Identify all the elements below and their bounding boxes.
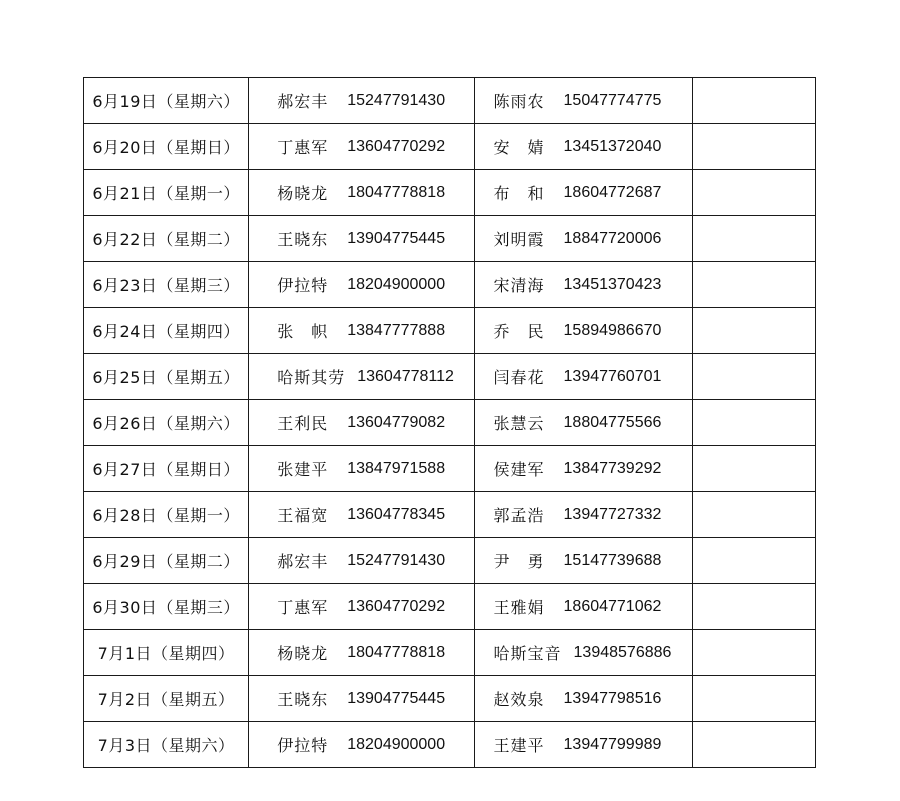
secondary-staff-phone: 13947727332 xyxy=(563,505,662,523)
secondary-staff-name: 王建平 xyxy=(493,736,545,755)
secondary-staff-name: 乔 民 xyxy=(493,322,545,341)
note-cell xyxy=(692,492,815,538)
table-row xyxy=(84,262,816,308)
primary-staff-cell xyxy=(249,400,474,446)
note-cell xyxy=(692,630,815,676)
secondary-staff-phone: 15047774775 xyxy=(563,91,662,109)
secondary-staff-phone: 13947798516 xyxy=(563,689,662,707)
date-text: 6月28日（星期一） xyxy=(92,506,240,525)
date-text: 6月27日（星期日） xyxy=(92,460,240,479)
secondary-staff-name: 布 和 xyxy=(493,184,545,203)
primary-staff-cell xyxy=(249,538,474,584)
secondary-staff-phone: 13948576886 xyxy=(573,643,672,661)
primary-staff-name: 张 帜 xyxy=(277,322,329,341)
table-row xyxy=(84,446,816,492)
secondary-staff-name: 哈斯宝音 xyxy=(493,644,562,663)
date-cell xyxy=(84,308,249,354)
date-cell xyxy=(84,354,249,400)
secondary-staff-info xyxy=(475,538,692,583)
primary-staff-info xyxy=(249,170,473,215)
note-cell xyxy=(692,538,815,584)
primary-staff-phone: 13847971588 xyxy=(347,459,446,477)
secondary-staff-phone: 15147739688 xyxy=(563,551,662,569)
primary-staff-name: 杨晓龙 xyxy=(277,184,329,203)
secondary-staff-name: 陈雨农 xyxy=(493,92,545,111)
secondary-staff-info xyxy=(475,354,692,399)
primary-staff-info xyxy=(249,630,473,675)
primary-staff-cell xyxy=(249,78,474,124)
primary-staff-phone: 18204900000 xyxy=(347,275,446,293)
secondary-staff-phone: 18604771062 xyxy=(563,597,662,615)
secondary-staff-name: 侯建军 xyxy=(493,460,545,479)
secondary-staff-cell xyxy=(474,216,692,262)
primary-staff-name: 郝宏丰 xyxy=(277,92,329,111)
primary-staff-cell xyxy=(249,676,474,722)
table-row xyxy=(84,78,816,124)
primary-staff-cell xyxy=(249,584,474,630)
secondary-staff-name: 王雅娟 xyxy=(493,598,545,617)
table-row xyxy=(84,676,816,722)
primary-staff-info xyxy=(249,722,473,767)
secondary-staff-phone: 18604772687 xyxy=(563,183,662,201)
secondary-staff-name: 刘明霞 xyxy=(493,230,545,249)
secondary-staff-phone: 13947799989 xyxy=(563,735,662,753)
primary-staff-name: 王福宽 xyxy=(277,506,329,525)
primary-staff-phone: 13604770292 xyxy=(347,597,446,615)
primary-staff-phone: 13604778345 xyxy=(347,505,446,523)
primary-staff-name: 杨晓龙 xyxy=(277,644,329,663)
secondary-staff-name: 郭孟浩 xyxy=(493,506,545,525)
date-text: 6月23日（星期三） xyxy=(92,276,240,295)
primary-staff-info xyxy=(249,400,473,445)
secondary-staff-cell xyxy=(474,446,692,492)
table-row xyxy=(84,538,816,584)
secondary-staff-cell xyxy=(474,630,692,676)
note-cell xyxy=(692,584,815,630)
primary-staff-info xyxy=(249,584,473,629)
primary-staff-name: 丁惠军 xyxy=(277,598,329,617)
primary-staff-cell xyxy=(249,722,474,768)
primary-staff-cell xyxy=(249,492,474,538)
secondary-staff-name: 闫春花 xyxy=(493,368,545,387)
secondary-staff-cell xyxy=(474,584,692,630)
primary-staff-name: 王晓东 xyxy=(277,690,329,709)
secondary-staff-phone: 13947760701 xyxy=(563,367,662,385)
primary-staff-name: 哈斯其劳 xyxy=(277,368,346,387)
secondary-staff-phone: 13847739292 xyxy=(563,459,662,477)
primary-staff-info xyxy=(249,124,473,169)
date-text: 7月2日（星期五） xyxy=(97,690,235,709)
date-text: 6月21日（星期一） xyxy=(92,184,240,203)
table-row xyxy=(84,400,816,446)
primary-staff-phone: 13847777888 xyxy=(347,321,446,339)
note-cell xyxy=(692,216,815,262)
date-text: 7月1日（星期四） xyxy=(97,644,235,663)
date-text: 6月30日（星期三） xyxy=(92,598,240,617)
primary-staff-phone: 13904775445 xyxy=(347,689,446,707)
primary-staff-cell xyxy=(249,124,474,170)
note-cell xyxy=(692,78,815,124)
date-cell xyxy=(84,722,249,768)
secondary-staff-info xyxy=(475,170,692,215)
primary-staff-info xyxy=(249,78,473,123)
table-row xyxy=(84,584,816,630)
date-text: 7月3日（星期六） xyxy=(97,736,235,755)
primary-staff-phone: 18204900000 xyxy=(347,735,446,753)
schedule-body xyxy=(84,78,816,768)
primary-staff-phone: 13604778112 xyxy=(357,367,454,385)
note-cell xyxy=(692,308,815,354)
table-row xyxy=(84,492,816,538)
secondary-staff-info xyxy=(475,124,692,169)
primary-staff-phone: 18047778818 xyxy=(347,643,446,661)
primary-staff-cell xyxy=(249,262,474,308)
date-cell xyxy=(84,676,249,722)
secondary-staff-info xyxy=(475,308,692,353)
secondary-staff-cell xyxy=(474,492,692,538)
secondary-staff-phone: 15894986670 xyxy=(563,321,662,339)
secondary-staff-cell xyxy=(474,722,692,768)
date-cell xyxy=(84,538,249,584)
date-cell xyxy=(84,78,249,124)
note-cell xyxy=(692,446,815,492)
date-cell xyxy=(84,400,249,446)
date-text: 6月20日（星期日） xyxy=(92,138,240,157)
table-row xyxy=(84,722,816,768)
primary-staff-phone: 13604779082 xyxy=(347,413,446,431)
date-cell xyxy=(84,216,249,262)
primary-staff-name: 伊拉特 xyxy=(277,736,329,755)
secondary-staff-name: 尹 勇 xyxy=(493,552,545,571)
secondary-staff-name: 赵效泉 xyxy=(493,690,545,709)
date-text: 6月26日（星期六） xyxy=(92,414,240,433)
primary-staff-name: 王利民 xyxy=(277,414,329,433)
primary-staff-info xyxy=(249,446,473,491)
secondary-staff-cell xyxy=(474,308,692,354)
date-text: 6月29日（星期二） xyxy=(92,552,240,571)
note-cell xyxy=(692,354,815,400)
table-row xyxy=(84,354,816,400)
date-text: 6月22日（星期二） xyxy=(92,230,240,249)
secondary-staff-cell xyxy=(474,170,692,216)
primary-staff-cell xyxy=(249,170,474,216)
secondary-staff-name: 张慧云 xyxy=(493,414,545,433)
primary-staff-info xyxy=(249,492,473,537)
primary-staff-info xyxy=(249,538,473,583)
table-row xyxy=(84,216,816,262)
secondary-staff-info xyxy=(475,630,692,675)
secondary-staff-cell xyxy=(474,262,692,308)
secondary-staff-info xyxy=(475,492,692,537)
secondary-staff-name: 安 婧 xyxy=(493,138,545,157)
primary-staff-cell xyxy=(249,354,474,400)
duty-schedule-table xyxy=(83,77,816,768)
primary-staff-phone: 13604770292 xyxy=(347,137,446,155)
secondary-staff-phone: 13451370423 xyxy=(563,275,662,293)
primary-staff-info xyxy=(249,676,473,721)
date-cell xyxy=(84,446,249,492)
secondary-staff-cell xyxy=(474,354,692,400)
primary-staff-info xyxy=(249,216,473,261)
secondary-staff-phone: 18804775566 xyxy=(563,413,662,431)
primary-staff-cell xyxy=(249,446,474,492)
note-cell xyxy=(692,722,815,768)
date-cell xyxy=(84,630,249,676)
secondary-staff-cell xyxy=(474,124,692,170)
secondary-staff-info xyxy=(475,584,692,629)
secondary-staff-info xyxy=(475,262,692,307)
note-cell xyxy=(692,124,815,170)
secondary-staff-cell xyxy=(474,78,692,124)
date-cell xyxy=(84,124,249,170)
primary-staff-phone: 15247791430 xyxy=(347,551,446,569)
note-cell xyxy=(692,676,815,722)
secondary-staff-cell xyxy=(474,538,692,584)
primary-staff-cell xyxy=(249,630,474,676)
table-row xyxy=(84,170,816,216)
secondary-staff-phone: 18847720006 xyxy=(563,229,662,247)
secondary-staff-info xyxy=(475,216,692,261)
table-row xyxy=(84,124,816,170)
primary-staff-phone: 18047778818 xyxy=(347,183,446,201)
secondary-staff-name: 宋清海 xyxy=(493,276,545,295)
secondary-staff-info xyxy=(475,400,692,445)
primary-staff-name: 张建平 xyxy=(277,460,329,479)
secondary-staff-phone: 13451372040 xyxy=(563,137,662,155)
secondary-staff-info xyxy=(475,78,692,123)
date-text: 6月19日（星期六） xyxy=(92,92,240,111)
secondary-staff-info xyxy=(475,676,692,721)
note-cell xyxy=(692,170,815,216)
date-cell xyxy=(84,492,249,538)
primary-staff-name: 郝宏丰 xyxy=(277,552,329,571)
primary-staff-name: 伊拉特 xyxy=(277,276,329,295)
primary-staff-info xyxy=(249,354,473,399)
secondary-staff-cell xyxy=(474,676,692,722)
primary-staff-cell xyxy=(249,216,474,262)
date-cell xyxy=(84,584,249,630)
date-cell xyxy=(84,170,249,216)
date-cell xyxy=(84,262,249,308)
table-row xyxy=(84,308,816,354)
secondary-staff-cell xyxy=(474,400,692,446)
secondary-staff-info xyxy=(475,722,692,767)
note-cell xyxy=(692,400,815,446)
date-text: 6月24日（星期四） xyxy=(92,322,240,341)
primary-staff-phone: 13904775445 xyxy=(347,229,446,247)
secondary-staff-info xyxy=(475,446,692,491)
primary-staff-name: 王晓东 xyxy=(277,230,329,249)
primary-staff-info xyxy=(249,262,473,307)
primary-staff-cell xyxy=(249,308,474,354)
date-text: 6月25日（星期五） xyxy=(92,368,240,387)
primary-staff-phone: 15247791430 xyxy=(347,91,446,109)
primary-staff-name: 丁惠军 xyxy=(277,138,329,157)
note-cell xyxy=(692,262,815,308)
table-row xyxy=(84,630,816,676)
primary-staff-info xyxy=(249,308,473,353)
